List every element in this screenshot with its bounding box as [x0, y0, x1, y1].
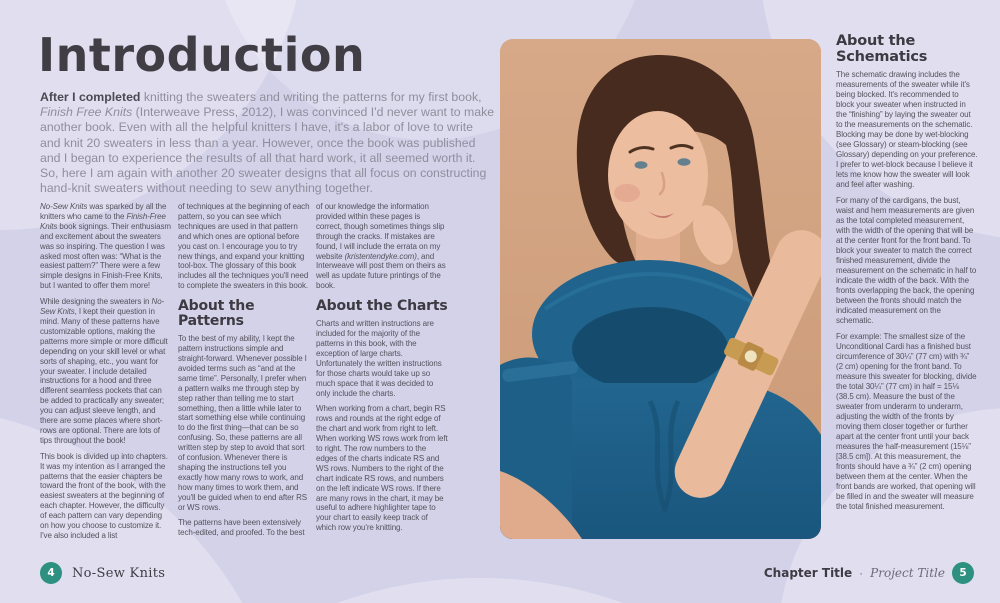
- paragraph: Charts and written instructions are included for the majority of the patterns in this book, with the exception of large charts. Unfortunately the written instructions for those charts would take up so much space that it was decided to only include the charts.: [316, 319, 442, 398]
- page-title: Introduction: [38, 28, 366, 82]
- intro-paragraph: After I completed knitting the sweaters and writing the patterns for my first book, Finish Free Knits (Interweave Press, 2012), I was convinced I'd never want to make another book. Even with all the helpful knitters I have, it's a labor of love to write and knit 20 sweaters in less than a year. However, once the book was published and I began to experience the results of all that hard work, it all seemed worth it. So, here I am again with another 20 sweater designs that all focus on constructing hand-knit sweaters without needing to sew anything together.: [40, 90, 495, 196]
- page-number-right-badge: 5: [952, 562, 974, 584]
- book-title-footer: No-Sew Knits: [72, 565, 166, 581]
- text-column-1: [40, 202, 172, 547]
- paragraph: No-Sew Knits was sparked by all the knitters who came to the Finish-Free Knits book signings. Their enthusiasm and excitement about the sweaters was so inspiring. The question I was asked most often was: “What is the easiest pattern?” There were a few simple designs in Finish-Free Knits, but I wanted to offer them more!: [40, 202, 171, 291]
- model-blush: [614, 184, 640, 202]
- paragraph: The schematic drawing includes the measurements of the sweater while it's being blocked. It's recommended to block your sweater when instructed in the “finishing” by laying the sweater out to the measurements on the schematic. Blocking may be done by wet-blocking (see Glossary) or steam-blocking (see Glossary) depending on your preference. I prefer to wet-block because I believe it lets me know how the sweater will look and feel after washing.: [836, 70, 978, 189]
- about-schematics-column: [836, 34, 978, 518]
- model-photo-illustration: [500, 39, 821, 539]
- text-column-2: [178, 202, 310, 544]
- chapter-title-footer: Chapter Title: [763, 566, 853, 580]
- model-eye: [678, 158, 691, 166]
- paragraph: of our knowledge the information provided within these pages is correct, though sometimes things slip through the cracks. If mistakes are found, I will include the errata on my website (kristentendyke.com), and Interweave will post them on theirs as well as update future printings of the book.: [316, 202, 446, 291]
- paragraph: This book is divided up into chapters. It was my intention as I arranged the patterns that the easier chapters be toward the front of the book, with the easiest sweaters at the beginning of each chapter. However, the difficulty of each pattern can vary depending on how you choose to customize it. I've also included a list: [40, 451, 168, 540]
- paragraph: When working from a chart, begin RS rows and rounds at the right edge of the chart and work from right to left. When working WS rows work from left to right. The row numbers to the edges of the charts indicate RS and WS rows. Numbers to the right of the chart indicate RS rows, and numbers on the left indicate WS rows. If there are many rows in the chart, it may be useful to adhere highlighter tape to your chart to easily keep track of which row you're knitting.: [316, 404, 448, 533]
- text-column-3: [316, 202, 448, 539]
- model-photo: [500, 39, 821, 539]
- paragraph: While designing the sweaters in No-Sew Knits, I kept their question in mind. Many of these patterns have customizable options, making the patterns more simple or more difficult depending on your skill level or what sorts of shaping, etc., you want for your sweater. I include detailed instructions for a hood and three different seamless pockets that can be added to practically any sweater; you can adjust sleeve length, and there are some places where short-rows are optional. There are lots of tips throughout the book!: [40, 297, 168, 445]
- footer-right: [764, 562, 974, 584]
- paragraph: For example: The smallest size of the Unconditional Cardi has a finished bust circumference of 30¼” (77 cm) with ¾” (2 cm) opening for the front band. To measure this sweater for blocking, divide the total 30¼” (77 cm) in half = 15⅛ (38.5 cm). Measure the bust of the sweater from underarm to underarm, adjusting the width of the fronts by moving them closer together or further apart at the center front until your back measures the half-measurement (15⅛” [38.5 cm]). At this measurement, the fronts should have a ¾” (2 cm) opening between them at the center. When the front bands are worked, that opening will be filled in and the sweater will measure the total finished measurement.: [836, 332, 977, 511]
- footer-separator: ·: [859, 566, 864, 580]
- section-heading: About the Schematics: [836, 33, 928, 65]
- section-heading: About the Charts: [316, 298, 448, 315]
- section-heading: About the Patterns: [178, 298, 255, 330]
- paragraph: For many of the cardigans, the bust, waist and hem measurements are given as the total completed measurement, with the width of the opening that will be at the center front for the front band. To block your sweater to match the correct finished measurement, divide the measurement on the schematic in half to indicate the width of the back. With the fronts overlapping the back, the opening between the fronts should match the indicated measurement on the schematic.: [836, 196, 977, 325]
- page-number-left-badge: 4: [40, 562, 62, 584]
- paragraph: To the best of my ability, I kept the pattern instructions simple and straight-forward. Whenever possible I avoided terms such as “and at the same time”. Personally, I prefer when a pattern walks me through step by step rather than telling me to start something, then a little while later to start something else while continuing to do the first thing—that can be so confusing. So, these patterns are all written step by step to avoid that sort of confusion. Whenever there is shaping the instructions tell you exactly how many rows to work, and how many times to work them, and you'll be guided when to end after RS or WS rows.: [178, 334, 308, 512]
- sweater-cowl-shadow: [572, 307, 728, 391]
- project-title-footer: Project Title: [870, 566, 945, 580]
- model-face: [608, 111, 708, 239]
- footer-left: [40, 562, 165, 584]
- model-eye: [635, 161, 648, 169]
- paragraph: of techniques at the beginning of each pattern, so you can see which techniques are used in that pattern and which ones are optional before you cast on. I encourage you to try new things, and expand your knitting tool-box. The glossary of this book includes all the techniques you'll need to complete the sweaters in this book.: [178, 202, 310, 291]
- paragraph: The patterns have been extensively tech-edited, and proofed. To the best: [178, 518, 305, 538]
